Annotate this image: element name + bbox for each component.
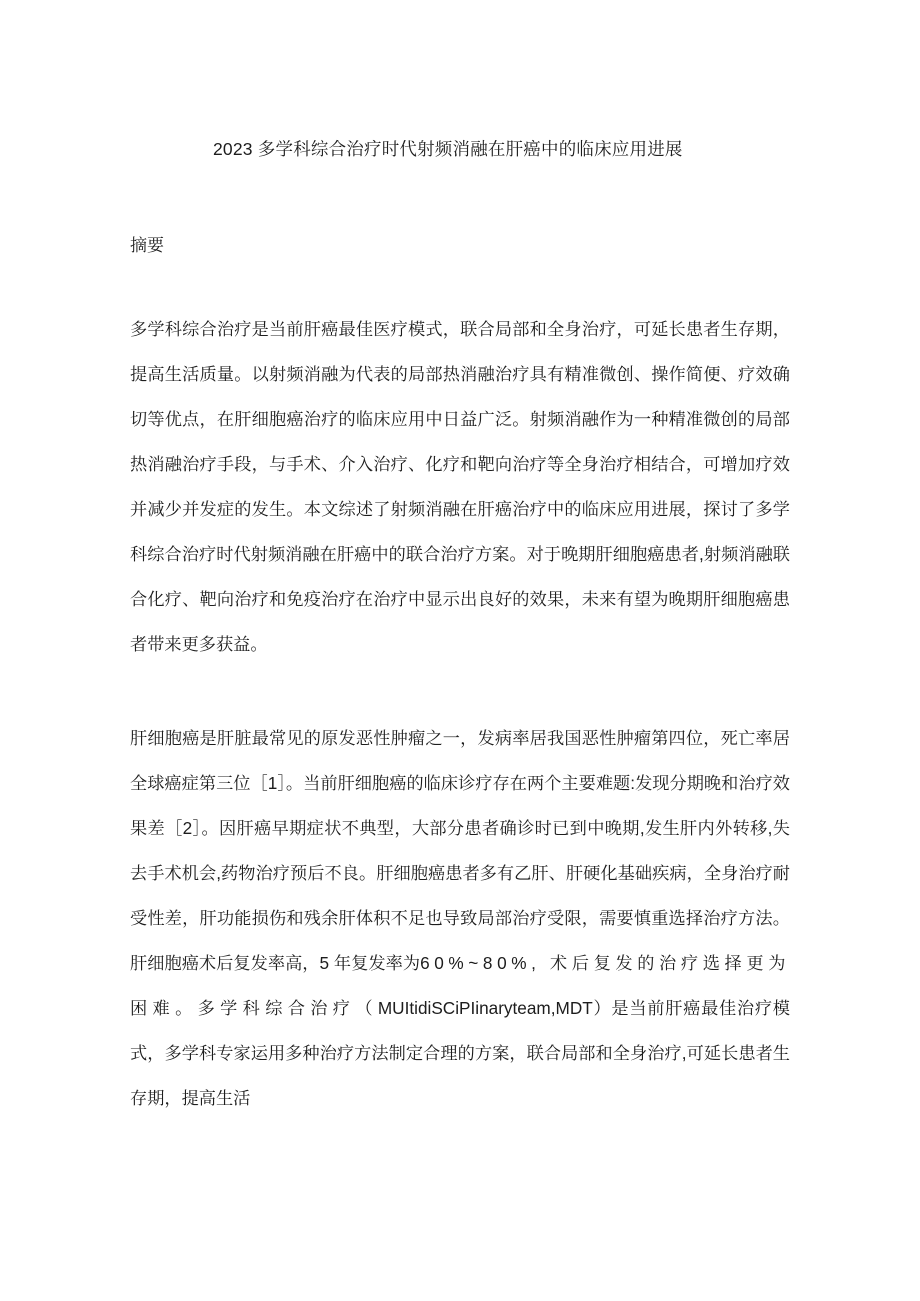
body-paragraph [130,716,790,1121]
body-paragraph-segment-1: 肝细胞癌是肝脏最常见的原发恶性肿瘤之一，发病率居我国恶性肿瘤第四位，死亡率居全球癌症第三位［1］。当前肝细胞癌的临床诊疗存在两个主要难题:发现分期晚和治疗效果差［2］。因肝癌早期症状不典型，大部分患者确诊时已到中晚期,发生肝内外转移,失去手术机会,药物治疗预后不良。肝细胞癌患者多有乙肝、肝硬化基础疾病，全身治疗耐受性差，肝功能损伤和残余肝体积不足也导致局部治疗受限，需要慎重选择治疗方法。肝细胞癌术后复发率高，5 年复发率为 [130,727,790,973]
page-content-column [130,0,790,1138]
abstract-paragraph: 多学科综合治疗是当前肝癌最佳医疗模式，联合局部和全身治疗，可延长患者生存期，提高生活质量。以射频消融为代表的局部热消融治疗具有精准微创、操作简便、疗效确切等优点，在肝细胞癌治疗的临床应用中日益广泛。射频消融作为一种精准微创的局部热消融治疗手段，与手术、介入治疗、化疗和靶向治疗等全身治疗相结合，可增加疗效并减少并发症的发生。本文综述了射频消融在肝癌治疗中的临床应用进展，探讨了多学科综合治疗时代射频消融在肝癌中的联合治疗方案。对于晚期肝细胞癌患者,射频消融联合化疗、靶向治疗和免疫治疗在治疗中显示出良好的效果，未来有望为晚期肝细胞癌患者带来更多获益。 [130,318,790,654]
body-paragraph-segment-2: MUItidiSCiPIinaryteam,MDT）是当前肝癌最佳治疗模式，多学科专家运用多种治疗方法制定合理的方案，联合局部和全身治疗,可延长患者生存期，提高生活 [130,997,790,1108]
body-paragraph-segment-spread: 60%~80%, 术后复发的治疗选择更为困难。多学科综合治疗（ [130,952,791,1018]
page-title: 2023 多学科综合治疗时代射频消融在肝癌中的临床应用进展 [213,138,683,159]
abstract-heading: 摘要 [130,235,164,255]
